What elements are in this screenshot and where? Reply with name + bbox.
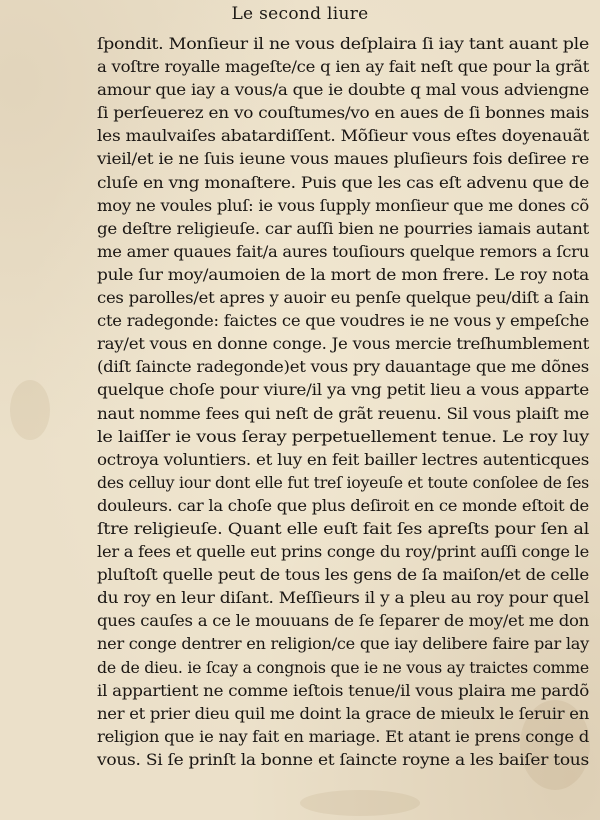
text-line: douleurs. car la choſe que plus deſiroit en ce monde eſtoit de	[97, 496, 590, 515]
text-line: vieil/et ie ne ſuis ieune vous maues pluſieurs fois deſiree re	[97, 150, 589, 169]
text-line: ner conge dentrer en religion/ce que iay delibere faire par lay	[97, 635, 589, 654]
text-line: ſi perſeuerez en vo couſtumes/vo en aues de ſi bonnes mais	[97, 104, 590, 123]
text-line: des celluy iour dont elle fut treſ ioyeuſe et toute conſolee de ſes	[97, 473, 590, 492]
paper-stain	[10, 380, 50, 440]
text-line: ſtre religieuſe. Quant elle euſt fait ſes apreſts pour ſen al	[97, 519, 589, 538]
text-line: ner et prier dieu quil me doint la grace de mieulx le ſeruir en	[97, 704, 589, 723]
text-line: me amer quaues fait/a aures touſiours quelque remors a ſcru	[97, 242, 589, 261]
text-line: cluſe en vng monaſtere. Puis que les cas eſt advenu que de	[97, 173, 589, 192]
text-line: quelque choſe pour viure/il ya vng petit lieu a vous apparte	[97, 381, 589, 400]
text-line: amour que iay a vous/a que ie doubte q mal vous adviengne	[97, 81, 589, 100]
text-line: le laiſſer ie vous ſeray perpetuellement tenue. Le roy luy	[97, 427, 589, 446]
text-line: religion que ie nay fait en mariage. Et atant ie prens conge d	[97, 727, 590, 746]
text-line: du roy en leur diſant. Meſſieurs il y a pleu au roy pour quel	[97, 589, 589, 608]
text-line: cte radegonde: faictes ce que voudres ie ne vous y empeſche	[97, 312, 590, 331]
text-line: ces parolles/et apres y auoir eu penſe quelque peu/diſt a ſain	[97, 289, 589, 308]
text-line: ques cauſes a ce le mouuans de ſe ſeparer de moy/et me don	[97, 612, 590, 631]
text-line: ge deſtre religieuſe. car auſſi bien ne pourries iamais autant	[97, 219, 589, 238]
text-line: il appartient ne comme ieſtois tenue/il vous plaira me pardõ	[97, 681, 589, 700]
text-line: ſpondit. Monſieur il ne vous deſplaira ſi iay tant auant ple	[97, 35, 589, 53]
running-head: Le second liure	[231, 4, 369, 24]
text-line: pule ſur moy/aumoien de la mort de mon frere. Le roy nota	[97, 265, 589, 284]
text-line: octroya voluntiers. et luy en feit bailler lectres autenticques	[97, 450, 590, 469]
paper-stain	[300, 790, 420, 816]
text-block	[97, 33, 593, 772]
text-line: naut nomme fees qui neſt de grãt reuenu. Sil vous plaiſt me	[97, 404, 589, 423]
text-line: a voſtre royalle mageſte/ce q ien ay fait neſt que pour la grãt	[97, 58, 590, 77]
text-line: de de dieu. ie ſcay a congnois que ie ne vous ay traictes comme	[97, 658, 589, 677]
text-line: pluſtoſt quelle peut de tous les gens de ſa maiſon/et de celle	[97, 566, 589, 585]
text-line: moy ne voules pluſ: ie vous ſupply monſieur que me dones cõ	[97, 196, 590, 215]
text-line: les maulvaiſes abatardiſſent. Mõſieur vous eſtes doyenauãt	[97, 127, 590, 146]
text-line: ler a fees et quelle eut prins conge du roy/print auſſi conge le	[97, 543, 590, 562]
text-line: ray/et vous en donne conge. Je vous mercie treſhumblement	[97, 335, 589, 354]
text-line: (diſt ſaincte radegonde)et vous pry dauantage que me dõnes	[97, 358, 589, 377]
text-line: vous. Si ſe prinſt la bonne et ſaincte royne a les baiſer tous	[97, 750, 590, 769]
